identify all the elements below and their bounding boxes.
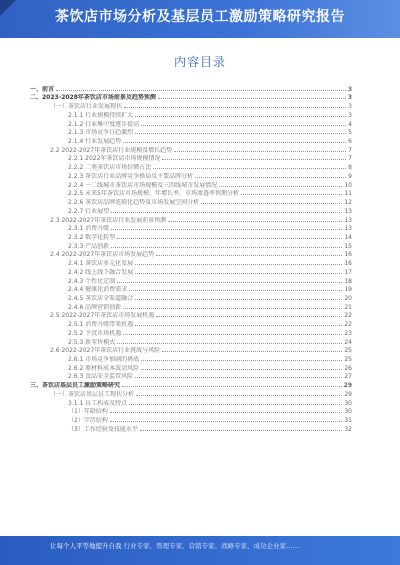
toc-entry-title: 2.1.1 行业规模持续扩大 [68,111,134,119]
toc-dot-leader [174,151,346,152]
toc-entry-title: 2.4 2022-2027年茶饮店市场发展趋势 [50,251,155,259]
toc-entry-title: 2.2.7 行业展望 [68,207,110,215]
footer-slogan [50,541,390,551]
toc-entry-title: 2.3.3 产品创新 [68,242,110,250]
toc-entry-page: 31 [344,417,352,425]
toc-entry-title: 2.2.4 一二线城市茶饮店市场规模及三四线城市发展情况 [68,181,218,189]
toc-entry[interactable] [30,136,352,145]
toc-entry[interactable] [30,380,352,389]
toc-entry-title: 2.5.1 消费升级带来机遇 [68,321,134,329]
toc-dot-leader [122,386,342,387]
toc-entry[interactable] [30,241,352,250]
toc-entry-title: 2.6.2 原材料成本波动风险 [68,364,140,372]
toc-entry[interactable] [30,258,352,267]
toc-entry[interactable] [30,354,352,363]
footer-slogan-highlight: 行业专家、管理专家、营销专家、战略专家、成功企业家…… [123,542,300,550]
toc-entry[interactable] [30,180,352,189]
toc-entry-page: 3 [348,103,352,111]
toc-entry-page: 16 [344,251,352,259]
toc-entry[interactable] [30,232,352,241]
toc-dot-leader [111,229,342,230]
toc-dot-leader [241,194,342,195]
toc-dot-leader [135,264,342,265]
toc-entry[interactable] [30,162,352,171]
toc-entry[interactable] [30,267,352,276]
toc-entry[interactable] [30,215,352,224]
toc-entry-title: 2.1.4 行业发展趋势 [68,138,122,146]
toc-entry-title: 2.6 2022-2027年茶饮店行业挑战与风险 [50,347,161,355]
toc-entry[interactable] [30,189,352,198]
toc-entry-page: 12 [344,199,352,207]
toc-entry-title: 2.6.1 市场竞争加剧的挑战 [68,356,140,363]
toc-entry[interactable] [30,363,352,372]
toc-entry[interactable] [30,197,352,206]
toc-dot-leader [153,168,346,169]
toc-dot-leader [140,430,343,431]
toc-entry[interactable] [30,302,352,311]
toc-entry-page: 8 [348,164,352,172]
toc-dot-leader [117,282,342,283]
footer-slogan-prefix: 让每个人平等地提升自我 [50,542,122,550]
toc-entry-title: 2.4.6 品牌营销创新 [68,303,122,311]
toc-entry-page: 32 [344,425,352,433]
toc-entry[interactable] [30,84,352,93]
toc-entry-title: 2.2.2 二类茶饮店市场份额占比 [68,164,152,172]
toc-entry-title: 2.3 2022-2027年茶饮店行业发展前景预测 [50,216,167,224]
toc-entry[interactable] [30,424,352,433]
toc-dot-leader [168,221,342,222]
toc-dot-leader [110,412,343,413]
toc-entry-title: 2.5 2022-2027年茶饮店市场发展机遇 [50,312,155,320]
toc-dot-leader [141,360,342,361]
toc-entry-page: 30 [344,399,352,407]
toc-dot-leader [129,290,342,291]
toc-entry-title: （2）学历结构 [68,417,108,425]
toc-entry[interactable] [30,154,352,163]
toc-entry[interactable] [30,372,352,381]
toc-entry-page: 29 [344,390,352,398]
toc-entry-title: 二、2023-2028年茶饮店市场前景及趋势预测 [30,94,156,102]
toc-dot-leader [135,133,346,134]
toc-entry-title: （一）茶饮店基层员工现状分析 [50,390,135,398]
toc-entry-page: 21 [344,303,352,311]
report-title: 茶饮店市场分析及基层员工激励策略研究报告 [55,9,345,25]
toc-entry[interactable] [30,311,352,320]
toc-entry[interactable] [30,206,352,215]
toc-entry-page: 25 [344,347,352,355]
toc-entry-page: 16 [344,260,352,268]
toc-entry-title: 2.1.3 市场竞争日趋激烈 [68,129,134,137]
toc-entry-title: 2.4.4 健康化消费需求 [68,286,128,294]
toc-dot-leader [111,212,342,213]
toc-dot-leader [117,238,342,239]
toc-entry-page: 13 [344,225,352,233]
toc-dot-leader [219,186,342,187]
toc-entry-title: 2.2.3 茶饮店行业品牌竞争格局及主要品牌分析 [68,172,194,180]
toc-entry-title: （1）年龄结构 [68,408,108,416]
toc-entry-title: 2.5.2 下沉市场机遇 [68,329,122,337]
toc-dot-leader [129,404,342,405]
toc-entry-page: 9 [348,172,352,180]
toc-entry[interactable] [30,407,352,416]
toc-dot-leader [111,247,342,248]
toc-entry[interactable] [30,110,352,119]
toc-entry-page: 14 [344,233,352,241]
toc-dot-leader [56,90,346,91]
toc-entry-page: 23 [344,329,352,337]
toc-dot-leader [162,159,346,160]
toc-dot-leader [135,116,346,117]
toc-entry-page: 6 [348,138,352,146]
toc-entry-page: 10 [344,181,352,189]
toc-entry-page: 3 [348,111,352,119]
toc-entry-page: 20 [344,294,352,302]
toc-dot-leader [135,299,342,300]
toc-entry-page: 3 [347,85,352,93]
toc-dot-leader [135,273,342,274]
toc-entry-page: 18 [344,277,352,285]
toc-dot-leader [124,107,346,108]
toc-entry-page: 15 [344,242,352,250]
toc-entry-page: 22 [344,312,352,320]
toc-entry-title: 2.4.5 茶饮店全渠道融合 [68,294,134,302]
toc-entry-title: 2.1.2 行业集中度逐步提高 [68,120,140,128]
toc-entry-title: 2.4.3 个性化定制 [68,277,116,285]
toc-entry[interactable] [30,389,352,398]
toc-entry-page: 13 [344,216,352,224]
toc-entry-title: （一）茶饮店行业发展现状 [50,103,123,111]
toc-entry-title: 三、茶饮店基层员工激励策略研究 [30,382,121,390]
toc-entry[interactable] [30,285,352,294]
toc-entry[interactable] [30,319,352,328]
toc-dot-leader [201,203,342,204]
toc-entry[interactable] [30,415,352,424]
toc-entry-page: 29 [343,382,352,390]
toc-entry-page: 17 [344,268,352,276]
toc-dot-leader [195,177,346,178]
toc-dot-leader [162,351,342,352]
toc-dot-leader [123,142,346,143]
toc-entry-title: 2.2.1 2022年茶饮店市场规模情况 [68,155,161,163]
toc-entry-title: 2.4.2 线上线下融合发展 [68,268,134,276]
toc-entry-title: 2.3.1 消费升级 [68,225,110,233]
toc-entry-page: 4 [348,120,352,128]
toc-entry[interactable] [30,93,352,102]
table-of-contents [30,84,352,433]
toc-entry[interactable] [30,346,352,355]
toc-entry-page: 11 [344,190,352,198]
toc-entry-title: 2.2.6 茶饮店品牌连锁化趋势及市场发展空间分析 [68,199,200,207]
toc-dot-leader [141,125,346,126]
toc-dot-leader [135,325,342,326]
toc-entry-page: 25 [344,356,352,363]
toc-heading: 内容目录 [173,55,226,69]
toc-entry-title: 2.6.3 食品安全监管风险 [68,373,134,381]
toc-entry-page: 26 [344,364,352,372]
toc-entry[interactable] [30,276,352,285]
toc-entry[interactable] [30,171,352,180]
toc-entry-title: 2.3.2 数字化转型 [68,233,116,241]
toc-entry-page: 7 [348,146,352,154]
toc-dot-leader [136,395,342,396]
toc-entry[interactable] [30,293,352,302]
toc-entry[interactable] [30,101,352,110]
toc-dot-leader [158,98,346,99]
toc-dot-leader [123,334,342,335]
toc-dot-leader [156,255,342,256]
toc-dot-leader [135,377,342,378]
toc-entry-title: （3）工作经验及技能水平 [68,425,138,433]
toc-entry[interactable] [30,128,352,137]
toc-entry-title: 一、前言 [30,85,55,93]
toc-entry-page: 5 [348,129,352,137]
toc-entry-page: 24 [344,338,352,346]
toc-entry-page: 22 [344,321,352,329]
toc-dot-leader [123,308,342,309]
toc-entry-page: 7 [348,155,352,163]
toc-entry-title: 2.2 2022-2027年茶饮店行业规模及增长趋势 [50,146,173,154]
toc-entry[interactable] [30,398,352,407]
toc-entry-page: 19 [344,286,352,294]
toc-entry-title: 2.2.5 未来5年茶饮店市场规模、年增长率、市场渗透率预测分析 [68,190,239,198]
toc-entry-title: 2.5.3 新零售模式 [68,338,116,346]
toc-dot-leader [110,421,343,422]
toc-dot-leader [156,316,342,317]
toc-entry-title: 3.1.1 员工构成及特点 [68,399,128,407]
toc-entry[interactable] [30,250,352,259]
toc-dot-leader [141,369,342,370]
toc-entry-page: 13 [344,207,352,215]
toc-entry[interactable] [30,328,352,337]
toc-entry[interactable] [30,119,352,128]
toc-dot-leader [117,343,342,344]
toc-entry-page: 3 [347,94,352,102]
toc-entry-title: 2.4.1 茶饮店多元化发展 [68,260,134,268]
toc-entry[interactable] [30,224,352,233]
toc-entry[interactable] [30,337,352,346]
toc-entry-page: 27 [344,373,352,381]
toc-entry-page: 30 [344,408,352,416]
toc-entry[interactable] [30,145,352,154]
